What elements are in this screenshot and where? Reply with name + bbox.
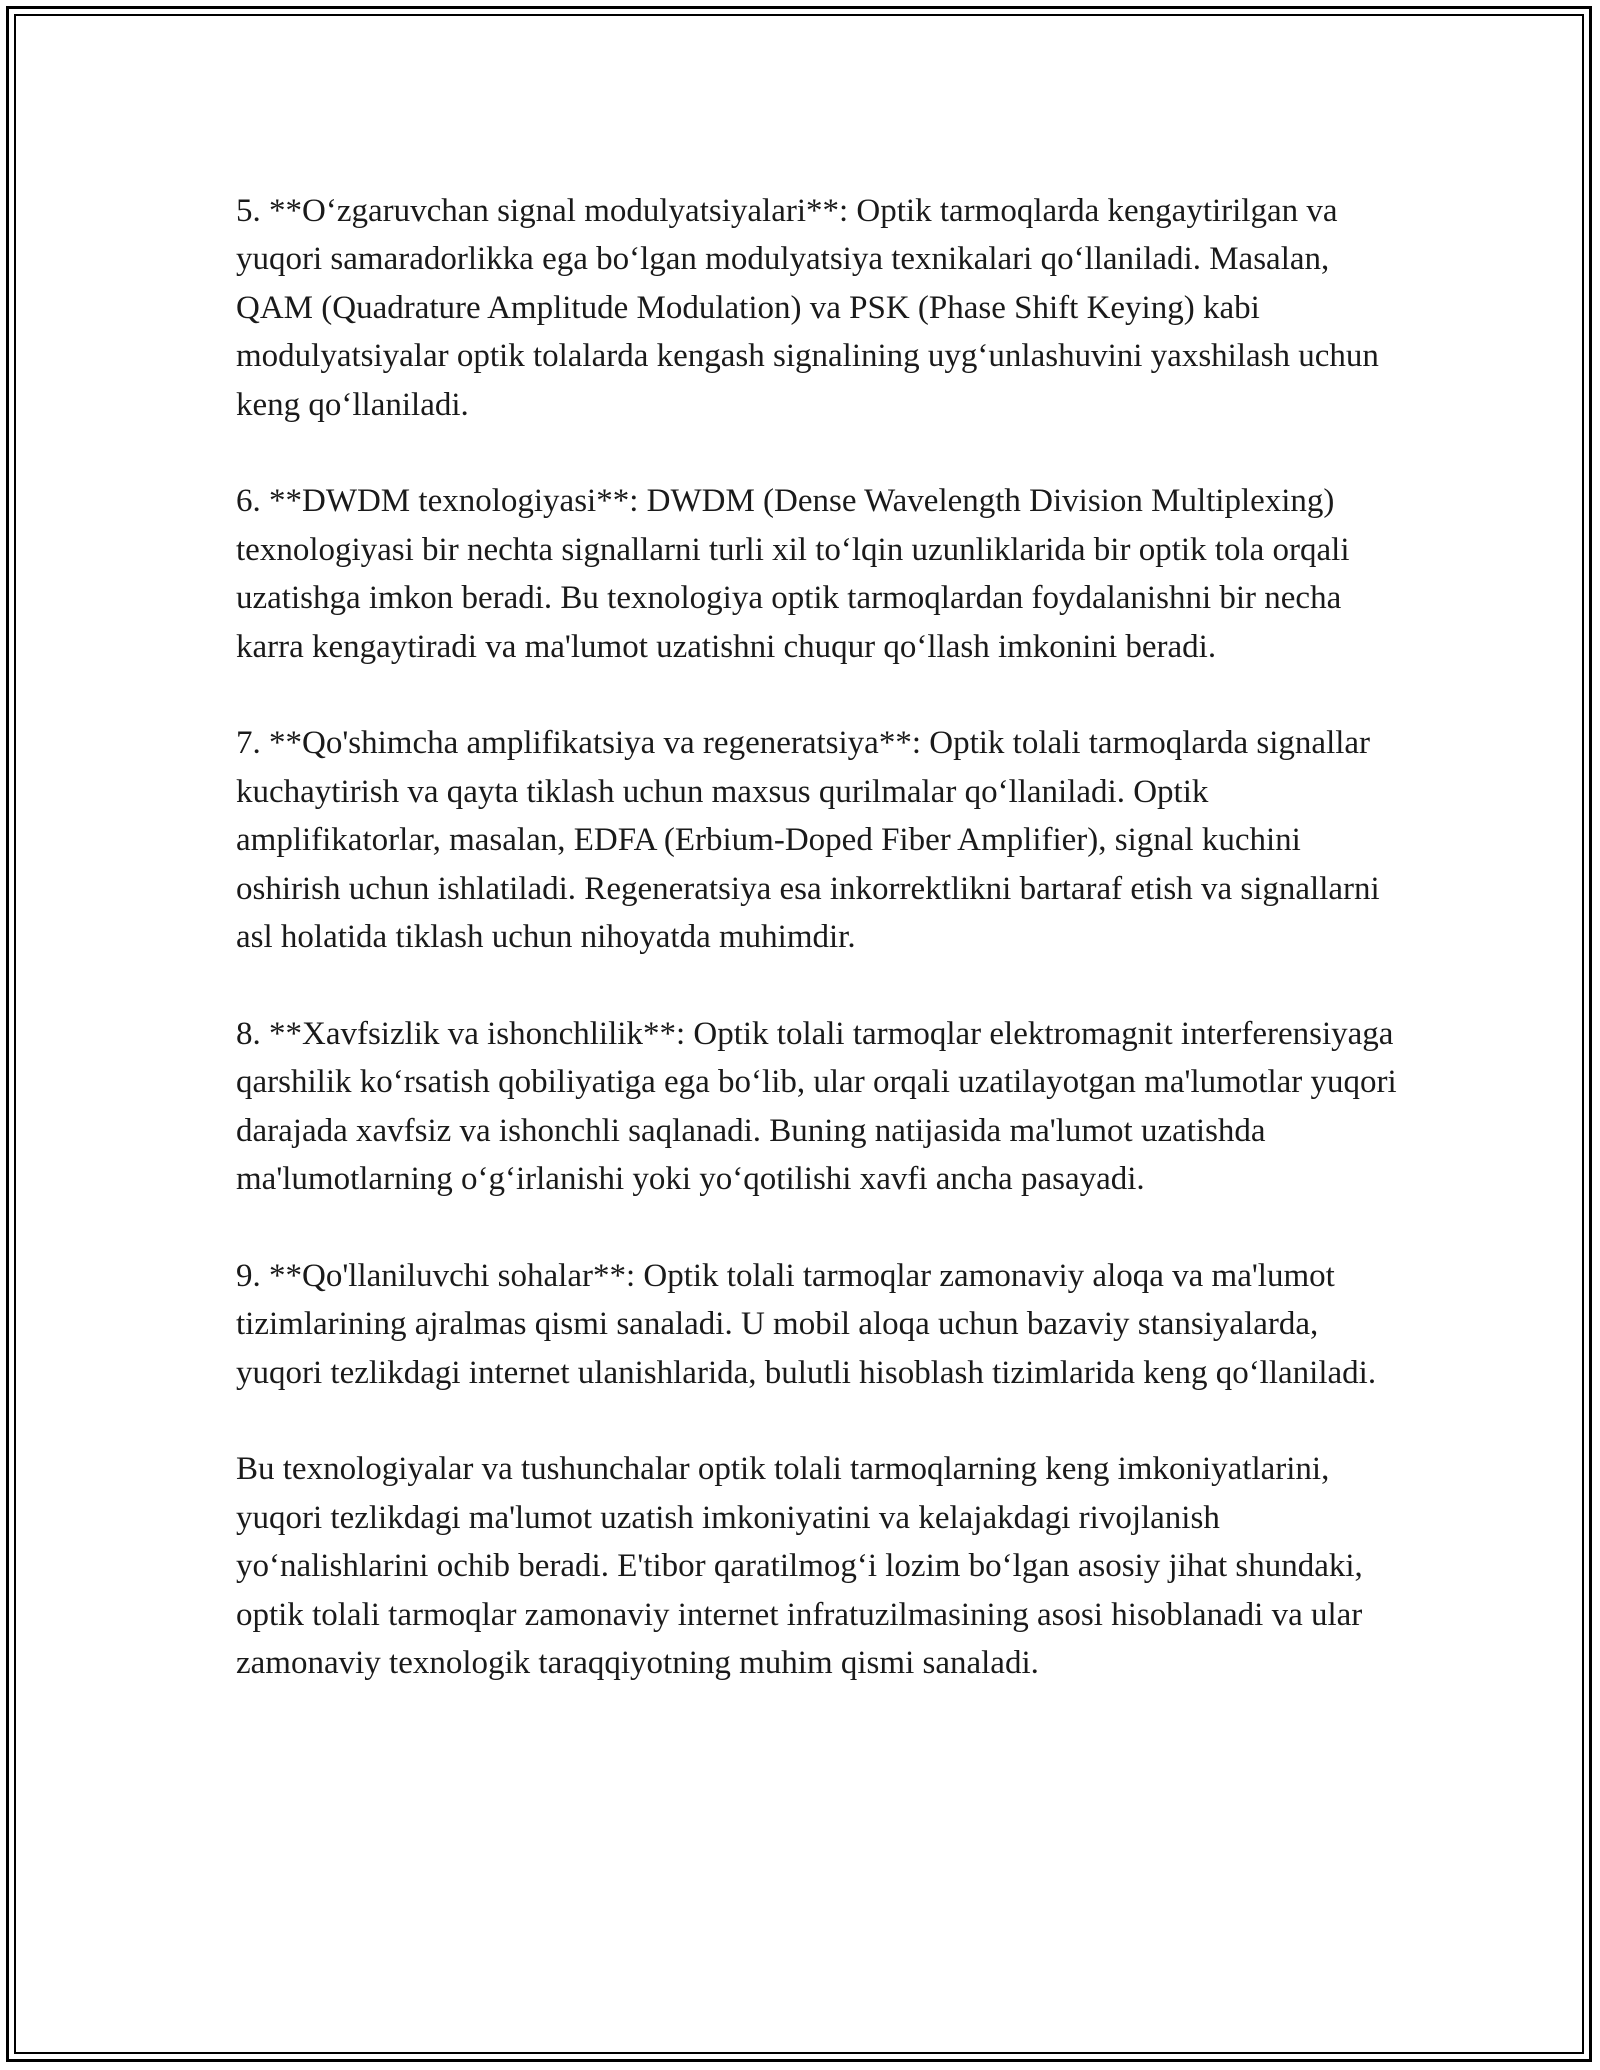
paragraph-item-8: 8. **Xavfsizlik va ishonchlilik**: Optik tolali tarmoqlar elektromagnit interferensiyaga qarshilik koʻrsatish qobiliyatiga ega boʻlib, ular orqali uzatilayotgan ma'lumotlar yuqori darajada xavfsiz va ishonchli saqlanadi. Buning natijasida ma'lumot uzatishda ma'lumotlarning oʻgʻirlanishi yoki yoʻqotilishi xavfi ancha pasayadi. bbox=[236, 1015, 1397, 1198]
paragraph-item-6: 6. **DWDM texnologiyasi**: DWDM (Dense Wavelength Division Multiplexing) texnologiyasi bir nechta signallarni turli xil toʻlqin uzunliklarida bir optik tola orqali uzatishga imkon beradi. Bu texnologiya optik tarmoqlardan foydalanishni bir necha karra kengaytiradi va ma'lumot uzatishni chuqur qoʻllash imkonini beradi. bbox=[236, 483, 1350, 665]
paragraph-item-7: 7. **Qo'shimcha amplifikatsiya va regeneratsiya**: Optik tolali tarmoqlarda signallar kuchaytirish va qayta tiklash uchun maxsus qurilmalar qoʻllaniladi. Optik amplifikatorlar, masalan, EDFA (Erbium-Doped Fiber Amplifier), signal kuchini oshirish uchun ishlatiladi. Regeneratsiya esa inkorrektlikni bartaraf etish va signallarni asl holatida tiklash uchun nihoyatda muhimdir. bbox=[236, 725, 1380, 956]
paragraph-item-9: 9. **Qo'llaniluvchi sohalar**: Optik tolali tarmoqlar zamonaviy aloqa va ma'lumot tizimlarining ajralmas qismi sanaladi. U mobil aloqa uchun bazaviy stansiyalarda, yuqori tezlikdagi internet ulanishlarida, bulutli hisoblash tizimlarida keng qoʻllaniladi. bbox=[236, 1257, 1377, 1391]
paragraph-item-5: 5. **Oʻzgaruvchan signal modulyatsiyalari**: Optik tarmoqlarda kengaytirilgan va yuqori samaradorlikka ega boʻlgan modulyatsiya texnikalari qoʻllaniladi. Masalan, QAM (Quadrature Amplitude Modulation) va PSK (Phase Shift Keying) kabi modulyatsiyalar optik tolalarda kengash signalining uygʻunlashuvini yaxshilash uchun keng qoʻllaniladi. bbox=[236, 193, 1379, 423]
paragraph-conclusion: Bu texnologiyalar va tushunchalar optik tolali tarmoqlarning keng imkoniyatlarini, yuqori tezlikdagi ma'lumot uzatish imkoniyatini va kelajakdagi rivojlanish yoʻnalishlarini ochib beradi. E'tibor qaratilmogʻi lozim boʻlgan asosiy jihat shundaki, optik tolali tarmoqlar zamonaviy internet infratuzilmasining asosi hisoblanadi va ular zamonaviy texnologik taraqqiyotning muhim qismi sanaladi. bbox=[236, 1451, 1363, 1682]
document-body bbox=[236, 187, 1406, 1688]
